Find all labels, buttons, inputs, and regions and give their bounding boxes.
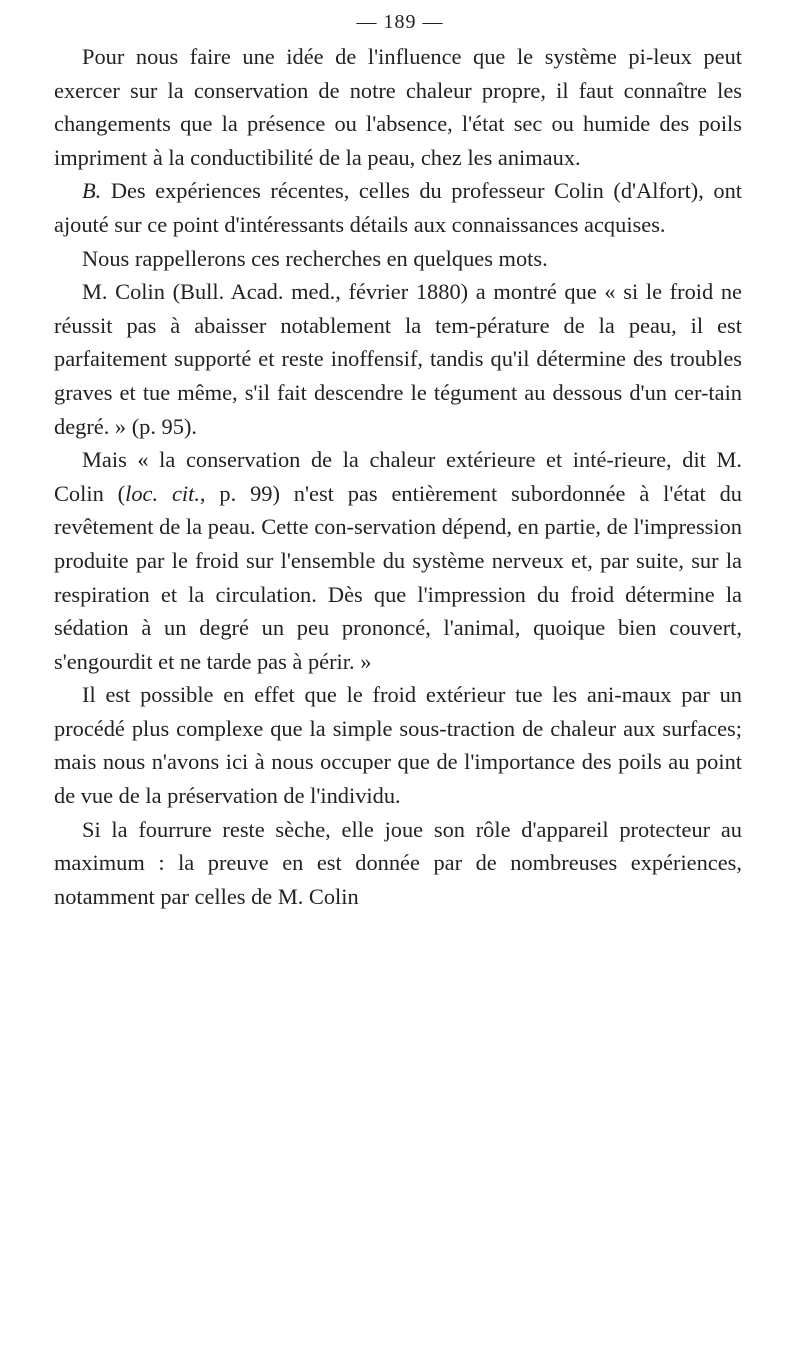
paragraph-text: Il est possible en effet que le froid extérieur tue les ani-maux par un procédé plus complexe que la simple sous-traction de chaleur aux surfaces; mais nous n'avons ici à nous occuper que de l'importance des poils au point de vue de la préservation de l'individu.: [54, 682, 742, 809]
paragraph-text: Des expériences récentes, celles du professeur Colin (d'Alfort), ont ajouté sur ce point d'intéressants détails aux connaissances acquises.: [54, 178, 742, 237]
paragraph-text: Pour nous faire une idée de l'influence que le système pi-leux peut exercer sur la conservation de notre chaleur propre, il faut connaître les changements que la présence ou l'absence, l'état sec ou humide des poils impriment à la conductibilité de la peau, chez les animaux.: [54, 44, 742, 170]
paragraph-text: M. Colin (Bull. Acad. med., février 1880) a montré que « si le froid ne réussit pas à abaisser notablement la tem-pérature de la peau, il est parfaitement supporté et reste inoffensif, tandis qu'il détermine des troubles graves et tue même, s'il fait descendre le tégument au dessous d'un cer-tain degré. » (p. 95).: [54, 279, 742, 439]
paragraph-1: [54, 40, 742, 174]
paragraph-2: [54, 174, 742, 241]
citation-italic: loc. cit.: [125, 480, 200, 506]
paragraph-text: Si la fourrure reste sèche, elle joue son rôle d'appareil protecteur au maximum : la preuve en est donnée par de nombreuses expériences, notamment par celles de M. Colin: [54, 816, 742, 909]
paragraph-text: Nous rappellerons ces recherches en quelques mots.: [82, 245, 548, 271]
page-number: — 189 —: [356, 11, 444, 33]
paragraph-6: [54, 678, 742, 812]
section-label: B.: [82, 178, 102, 204]
body-text: [54, 40, 742, 913]
paragraph-4: [54, 275, 742, 443]
paragraph-5: [54, 443, 742, 678]
paragraph-7: [54, 813, 742, 914]
paragraph-text: Mais « la conservation de la chaleur extérieure et inté-rieure, dit M. Colin (: [54, 447, 742, 506]
paragraph-text: , p. 99) n'est pas entièrement subordonnée à l'état du revêtement de la peau. Cette con-servation dépend, en partie, de l'impression produite par le froid sur l'ensemble du système nerveux et, par suite, sur la respiration et la circulation. Dès que l'impression du froid détermine la sédation à un degré un peu prononcé, l'animal, quoique bien couvert, s'engourdit et ne tarde pas à périr. »: [54, 480, 742, 674]
paragraph-3: [54, 242, 742, 276]
